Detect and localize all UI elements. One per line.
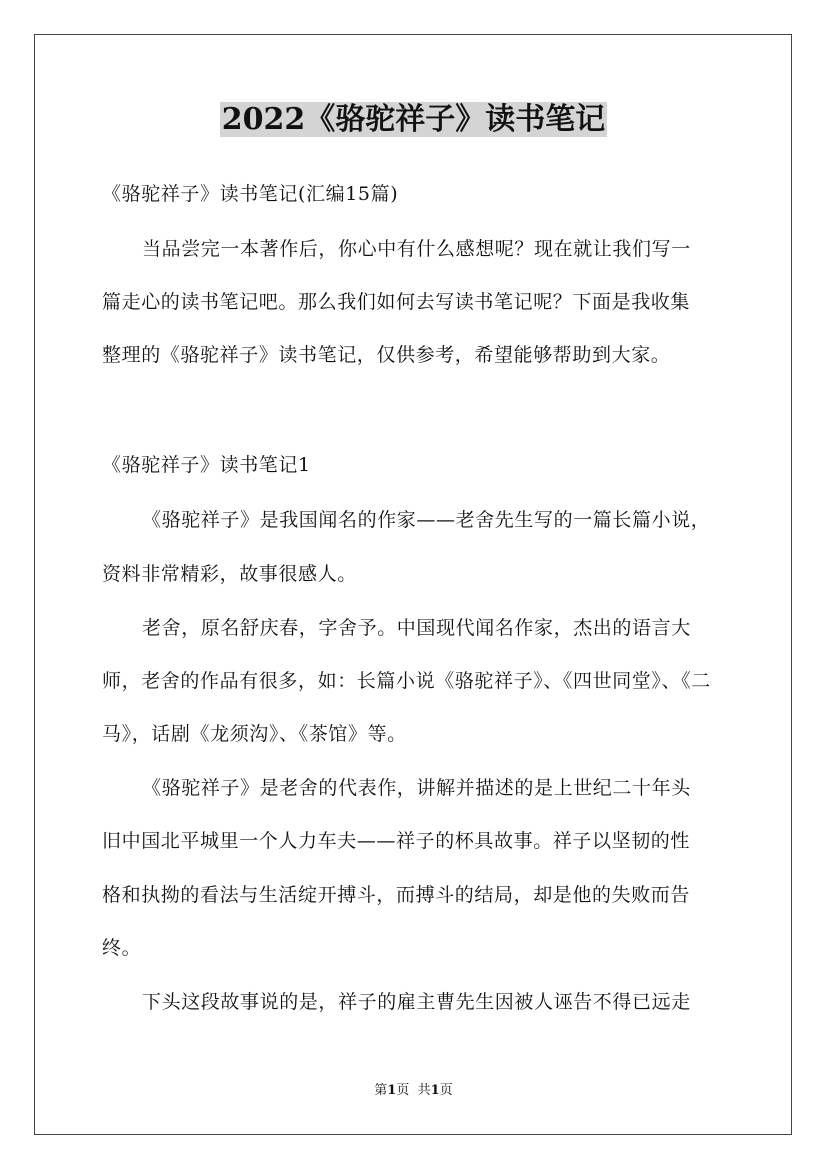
body-line-8: 格和执拗的看法与生活绽开搏斗，而搏斗的结局，却是他的失败而告: [102, 884, 691, 906]
document-subtitle: 《骆驼祥子》读书笔记(汇编15篇): [102, 183, 399, 205]
body-line-1: 《骆驼祥子》是我国闻名的作家——老舍先生写的一篇长篇小说，: [142, 509, 711, 531]
footer-page-number: 1: [387, 1083, 397, 1098]
section-heading: 《骆驼祥子》读书笔记1: [102, 454, 311, 476]
intro-line-3: 整理的《骆驼祥子》读书笔记，仅供参考，希望能够帮助到大家。: [102, 344, 671, 366]
footer-page-suffix: 页: [396, 1083, 410, 1098]
body-line-10: 下头这段故事说的是，祥子的雇主曹先生因被人诬告不得已远走: [142, 991, 691, 1013]
body-line-4: 师，老舍的作品有很多，如：长篇小说《骆驼祥子》、《四世同堂》、《二: [102, 670, 711, 692]
document-title: [0, 98, 827, 142]
body-line-7: 旧中国北平城里一个人力车夫——祥子的杯具故事。祥子以坚韧的性: [102, 830, 691, 852]
document-title-text: 2022《骆驼祥子》读书笔记: [221, 102, 606, 137]
body-line-3: 老舍，原名舒庆春，字舍予。中国现代闻名作家，杰出的语言大: [142, 617, 691, 639]
footer-total-number: 1: [430, 1083, 440, 1098]
body-line-2: 资料非常精彩，故事很感人。: [102, 563, 357, 585]
footer-page-prefix: 第: [374, 1083, 388, 1098]
footer-total-prefix: 共: [417, 1083, 431, 1098]
intro-line-1: 当品尝完一本著作后，你心中有什么感想呢？现在就让我们写一: [142, 238, 691, 260]
body-line-9: 终。: [102, 937, 142, 959]
page-footer: [0, 1082, 827, 1100]
body-line-6: 《骆驼祥子》是老舍的代表作，讲解并描述的是上世纪二十年头: [142, 777, 691, 799]
body-line-5: 马》，话剧《龙须沟》、《茶馆》等。: [102, 723, 407, 745]
intro-line-2: 篇走心的读书笔记吧。那么我们如何去写读书笔记呢？下面是我收集: [102, 291, 691, 313]
footer-total-suffix: 页: [439, 1083, 453, 1098]
